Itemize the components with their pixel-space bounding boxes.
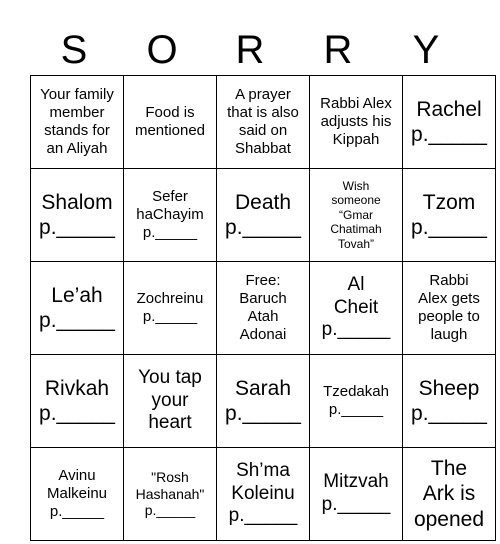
title-letter: Y — [412, 28, 440, 72]
bingo-cell[interactable]: Zochreinu p._____ — [124, 262, 217, 355]
bingo-cell[interactable]: Sarah p._____ — [217, 355, 310, 448]
board-row — [31, 169, 496, 262]
bingo-cell[interactable]: The Ark is opened — [403, 448, 496, 541]
bingo-cell[interactable]: Le’ah p._____ — [31, 262, 124, 355]
board-row — [31, 76, 496, 169]
board-row — [31, 448, 496, 541]
bingo-cell[interactable]: Wish someone “Gmar Chatimah Tovah” — [310, 169, 403, 262]
bingo-cell[interactable]: A prayer that is also said on Shabbat — [217, 76, 310, 169]
bingo-cell[interactable]: Avinu Malkeinu p._____ — [31, 448, 124, 541]
bingo-cell[interactable]: Tzom p._____ — [403, 169, 496, 262]
title-letter: R — [323, 28, 353, 72]
bingo-cell[interactable]: Food is mentioned — [124, 76, 217, 169]
bingo-cell[interactable]: Sh’ma Koleinu p._____ — [217, 448, 310, 541]
title-letter: S — [60, 28, 88, 72]
bingo-cell[interactable]: Shalom p._____ — [31, 169, 124, 262]
bingo-cell[interactable]: Your family member stands for an Aliyah — [31, 76, 124, 169]
bingo-cell[interactable]: Death p._____ — [217, 169, 310, 262]
bingo-cell[interactable]: Rivkah p._____ — [31, 355, 124, 448]
bingo-cell[interactable]: Rabbi Alex adjusts his Kippah — [310, 76, 403, 169]
bingo-cell[interactable]: Al Cheit p._____ — [310, 262, 403, 355]
bingo-board — [30, 75, 496, 541]
bingo-cell[interactable]: Rabbi Alex gets people to laugh — [403, 262, 496, 355]
bingo-cell[interactable]: Tzedakah p._____ — [310, 355, 403, 448]
title-letter: O — [146, 28, 178, 72]
bingo-cell[interactable]: Sefer haChayim p._____ — [124, 169, 217, 262]
bingo-cell[interactable]: "Rosh Hashanah" p._____ — [124, 448, 217, 541]
bingo-cell[interactable]: Free: Baruch Atah Adonai — [217, 262, 310, 355]
bingo-cell[interactable]: You tap your heart — [124, 355, 217, 448]
bingo-cell[interactable]: Mitzvah p._____ — [310, 448, 403, 541]
bingo-cell[interactable]: Sheep p._____ — [403, 355, 496, 448]
board-row — [31, 355, 496, 448]
title-letter: R — [235, 28, 265, 72]
board-row — [31, 262, 496, 355]
bingo-cell[interactable]: Rachel p._____ — [403, 76, 496, 169]
bingo-title — [30, 22, 470, 78]
